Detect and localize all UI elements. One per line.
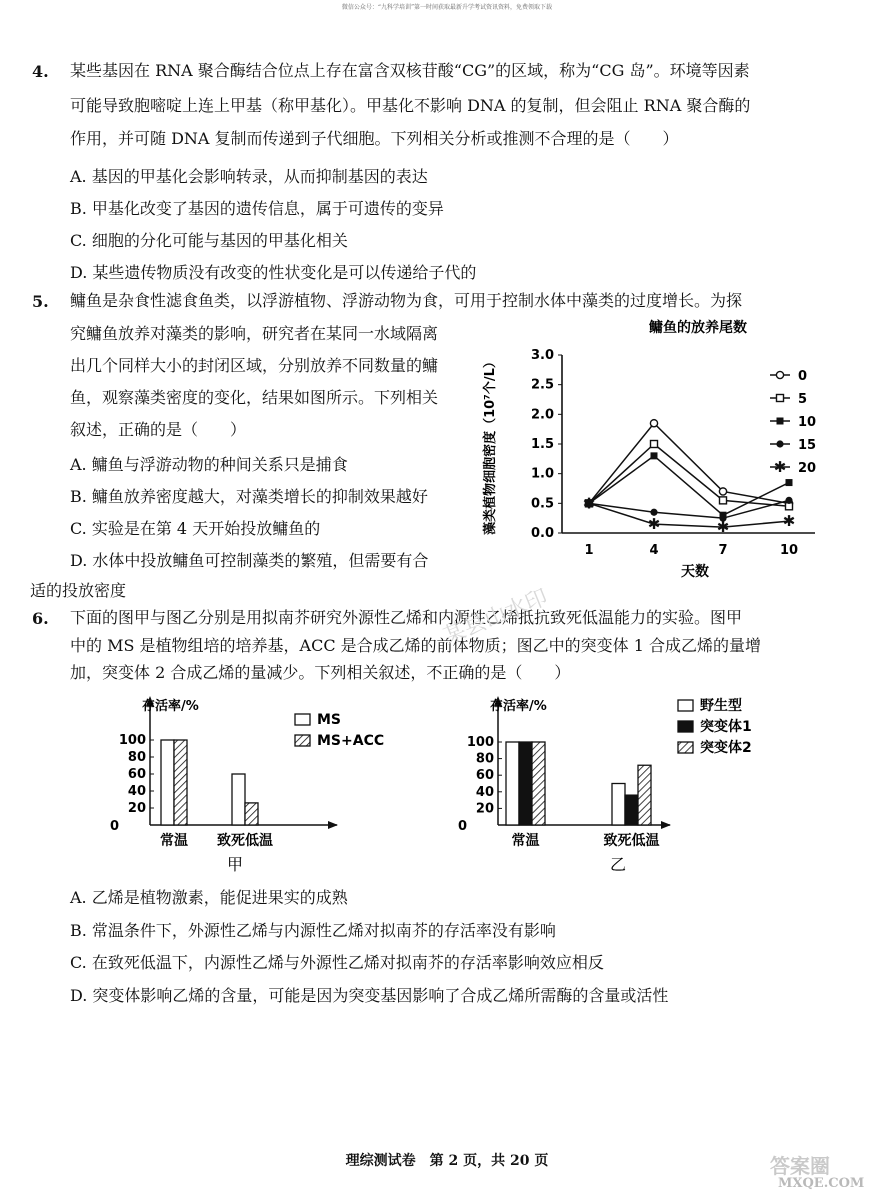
line-chart-y-tick-label: 1.5 <box>530 437 554 452</box>
q5-option-d-continued: 适的投放密度 <box>30 581 127 600</box>
q6-option-c: C. 在致死低温下，内源性乙烯与外源性乙烯对拟南芥的存活率影响效应相反 <box>70 953 604 972</box>
bar-MS+ACC-致死低温 <box>245 803 258 825</box>
q5-option-c: C. 实验是在第 4 天开始投放鳙鱼的 <box>70 519 321 538</box>
bar-legend-label: MS+ACC <box>317 733 385 749</box>
bar-legend-swatch <box>678 721 693 732</box>
line-legend-marker <box>776 440 783 447</box>
bar-突变体1-常温 <box>519 742 532 825</box>
q5-option-d: D. 水体中投放鳙鱼可控制藻类的繁殖，但需要有合 <box>70 551 429 570</box>
line-point-15 <box>785 497 792 504</box>
q4-stem-line-3: 作用，并可随 DNA 复制而传递到子代细胞。下列相关分析或推测不合理的是（ ） <box>70 129 679 148</box>
line-chart-x-tick-label: 10 <box>779 543 799 558</box>
q4-option-a: A. 基因的甲基化会影响转录，从而抑制基因的表达 <box>70 167 428 186</box>
bar-chart-zero-label: 0 <box>458 819 468 834</box>
bar-chart-y-tick-label: 80 <box>127 750 146 765</box>
bar-突变体2-常温 <box>532 742 545 825</box>
bar-chart-y-axis-label: 存活率/% <box>142 699 199 714</box>
bar-chart-caption: 甲 <box>226 855 244 874</box>
line-point-5 <box>651 441 658 448</box>
line-chart-y-tick-label: 0.5 <box>530 496 554 512</box>
q5-stem-line-2: 究鳙鱼放养对藻类的影响，研究者在某同一水域隔离 <box>70 324 439 343</box>
line-chart-y-tick-label: 1.0 <box>530 466 554 482</box>
line-point-20: ✱ <box>782 512 796 531</box>
q5-option-b: B. 鳙鱼放养密度越大，对藻类增长的抑制效果越好 <box>70 487 428 506</box>
q4-option-c: C. 细胞的分化可能与基因的甲基化相关 <box>70 231 348 250</box>
q6-stem-line-2: 中的 MS 是植物组培的培养基，ACC 是合成乙烯的前体物质；图乙中的突变体 1 合成乙烯的量增 <box>70 636 761 655</box>
line-legend-marker <box>776 371 783 378</box>
watermark-logo: 答案圈 <box>770 1154 830 1178</box>
line-legend-label: 10 <box>798 415 817 430</box>
bar-chart-y-axis-label: 存活率/% <box>490 699 547 714</box>
bar-chart-y-tick-label: 100 <box>466 735 494 750</box>
line-series-0 <box>589 423 789 503</box>
q4-number: 4. <box>32 62 49 81</box>
line-point-10 <box>651 452 658 459</box>
line-series-10 <box>589 456 789 515</box>
bar-legend-swatch <box>678 700 693 711</box>
line-point-5 <box>720 497 727 504</box>
bar-legend-swatch <box>295 735 310 746</box>
q5-number: 5. <box>32 292 49 311</box>
bar-legend-label: 突变体1 <box>700 719 752 735</box>
q4-stem-line-1: 某些基因在 RNA 聚合酶结合位点上存在富含双核苷酸“CG”的区域，称为“CG 岛”。环境等因素 <box>70 61 750 80</box>
q6-option-d: D. 突变体影响乙烯的含量，可能是因为突变基因影响了合成乙烯所需酶的含量或活性 <box>70 986 669 1005</box>
line-chart-x-tick-label: 1 <box>584 543 594 558</box>
bar-突变体2-致死低温 <box>638 765 651 825</box>
bar-chart-y-tick-label: 60 <box>127 767 146 782</box>
bar-chart-x-axis-arrow <box>661 821 671 829</box>
line-legend-label: 0 <box>798 369 808 384</box>
survival-bar-chart-yi <box>448 692 788 877</box>
bar-chart-category-label: 致死低温 <box>603 833 660 849</box>
q6-stem-line-1: 下面的图甲与图乙分别是用拟南芥研究外源性乙烯和内源性乙烯抵抗致死低温能力的实验。图甲 <box>70 608 743 627</box>
bar-chart-y-tick-label: 60 <box>475 768 494 784</box>
q5-stem-line-5: 叙述，正确的是（ ） <box>70 420 247 439</box>
line-chart-y-tick-label: 0.0 <box>530 526 554 541</box>
q6-number: 6. <box>32 609 49 628</box>
bar-突变体1-致死低温 <box>625 795 638 825</box>
algae-density-line-chart <box>480 310 840 585</box>
q6-stem-line-3: 加，突变体 2 合成乙烯的量减少。下列相关叙述，不正确的是（ ） <box>70 663 571 682</box>
line-point-10 <box>786 479 793 486</box>
bar-chart-y-tick-label: 80 <box>475 751 494 767</box>
watermark-site: MXQE.COM <box>778 1176 865 1191</box>
bar-chart-y-tick-label: 20 <box>475 801 494 817</box>
q6-option-a: A. 乙烯是植物激素，能促进果实的成熟 <box>70 888 348 907</box>
q5-stem-line-3: 出几个同样大小的封闭区域，分别放养不同数量的鳙 <box>70 356 439 375</box>
line-chart-title: 鳙鱼的放养尾数 <box>649 320 747 336</box>
line-chart-x-tick-label: 4 <box>649 543 659 558</box>
bar-chart-y-tick-label: 40 <box>475 784 494 800</box>
bar-chart-zero-label: 0 <box>110 819 120 834</box>
bar-legend-label: 野生型 <box>700 698 742 714</box>
bar-MS-致死低温 <box>232 774 245 825</box>
line-point-20: ✱ <box>716 518 730 537</box>
line-point-20: ✱ <box>582 494 596 513</box>
line-legend-marker <box>777 418 784 425</box>
watermark-stamp: 某县山水印 <box>440 585 552 650</box>
bar-野生型-致死低温 <box>612 784 625 826</box>
bar-legend-swatch <box>678 742 693 753</box>
line-point-0 <box>650 420 657 427</box>
q6-option-b: B. 常温条件下，外源性乙烯与内源性乙烯对拟南芥的存活率没有影响 <box>70 921 556 940</box>
bar-chart-category-label: 常温 <box>511 833 540 849</box>
line-chart-y-tick-label: 2.0 <box>530 407 554 423</box>
line-legend-marker <box>777 395 784 402</box>
q4-option-b: B. 甲基化改变了基因的遗传信息，属于可遗传的变异 <box>70 199 444 218</box>
bar-chart-y-tick-label: 40 <box>127 784 146 799</box>
bar-chart-x-axis-arrow <box>328 821 338 829</box>
line-legend-marker: ✱ <box>773 458 787 476</box>
line-chart-y-axis-label: 藻类植物细胞密度（10⁷个/L） <box>483 355 498 535</box>
bar-legend-swatch <box>295 714 310 725</box>
bar-chart-y-tick-label: 20 <box>127 801 146 816</box>
page-footer: 理综测试卷 第 2 页，共 20 页 <box>345 1153 549 1169</box>
line-chart-y-tick-label: 3.0 <box>530 348 554 363</box>
bar-MS+ACC-常温 <box>174 740 187 825</box>
bar-chart-category-label: 致死低温 <box>217 833 273 849</box>
line-legend-label: 15 <box>798 438 817 453</box>
line-chart-x-axis-label: 天数 <box>681 564 709 580</box>
q5-stem-line-1: 鳙鱼是杂食性滤食鱼类，以浮游植物、浮游动物为食，可用于控制水体中藻类的过度增长。为探 <box>70 291 743 310</box>
header-note: 微信公众号：“九科学培训”第一时间获取最新升学考试资讯资料，免费领取下载 <box>341 4 553 11</box>
q5-stem-line-4: 鱼，观察藻类密度的变化，结果如图所示。下列相关 <box>70 388 439 407</box>
bar-legend-label: MS <box>317 712 342 728</box>
line-chart-y-tick-label: 2.5 <box>530 377 554 393</box>
q5-option-a: A. 鳙鱼与浮游动物的种间关系只是捕食 <box>70 455 348 474</box>
bar-legend-label: 突变体2 <box>700 740 752 756</box>
survival-bar-chart-jia <box>105 692 415 877</box>
bar-野生型-常温 <box>506 742 519 825</box>
bar-chart-category-label: 常温 <box>160 833 188 849</box>
bar-chart-caption: 乙 <box>609 855 627 874</box>
q4-stem-line-2: 可能导致胞嘧啶上连上甲基（称甲基化）。甲基化不影响 DNA 的复制，但会阻止 RNA 聚合酶的 <box>70 96 751 115</box>
line-legend-label: 5 <box>798 392 808 407</box>
bar-MS-常温 <box>161 740 174 825</box>
line-point-20: ✱ <box>647 515 661 534</box>
q4-option-d: D. 某些遗传物质没有改变的性状变化是可以传递给子代的 <box>70 263 477 282</box>
bar-chart-y-tick-label: 100 <box>118 733 146 748</box>
line-point-0 <box>719 488 726 495</box>
line-legend-label: 20 <box>798 461 817 476</box>
line-chart-x-tick-label: 7 <box>718 543 728 558</box>
